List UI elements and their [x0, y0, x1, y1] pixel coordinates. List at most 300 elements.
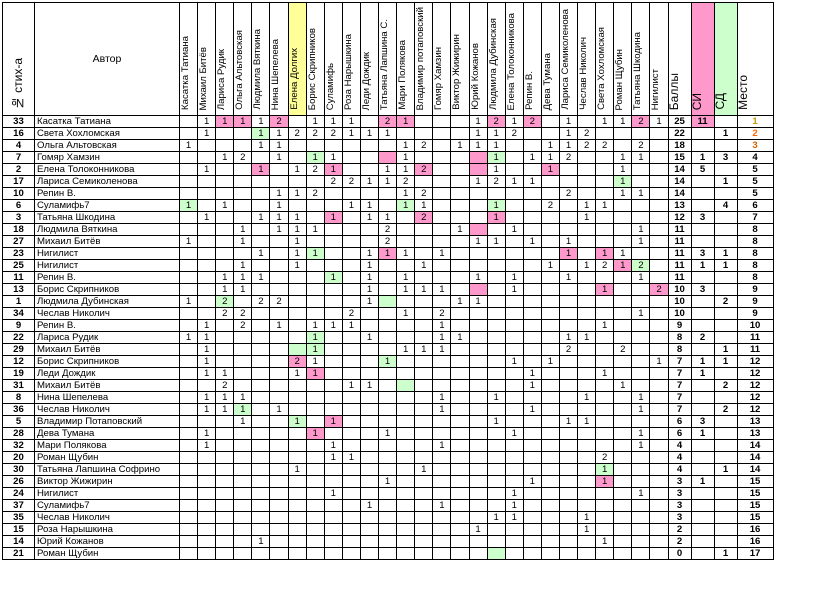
poem-number: 1	[3, 296, 35, 308]
vote-cell	[559, 428, 577, 440]
vote-cell: 1	[288, 368, 306, 380]
vote-cell: 1	[379, 128, 397, 140]
vote-cell	[288, 200, 306, 212]
vote-cell	[505, 404, 523, 416]
vote-cell	[487, 488, 505, 500]
vote-cell	[469, 488, 487, 500]
vote-cell: 1	[505, 224, 523, 236]
points-cell: 14	[668, 176, 691, 188]
vote-cell: 1	[306, 224, 324, 236]
vote-cell	[451, 272, 469, 284]
vote-cell	[234, 500, 252, 512]
vote-cell: 1	[216, 284, 234, 296]
vote-cell	[487, 404, 505, 416]
vote-cell: 1	[632, 272, 650, 284]
vote-cell: 1	[288, 188, 306, 200]
sd-cell	[714, 368, 737, 380]
vote-cell	[234, 512, 252, 524]
vote-cell	[469, 164, 487, 176]
place-cell: 11	[737, 332, 773, 344]
table-row	[3, 176, 774, 188]
vote-cell	[505, 248, 523, 260]
vote-cell	[650, 152, 668, 164]
vote-cell	[559, 500, 577, 512]
vote-cell: 1	[632, 152, 650, 164]
vote-cell	[379, 536, 397, 548]
si-cell	[691, 128, 714, 140]
points-cell: 8	[668, 344, 691, 356]
vote-cell	[180, 308, 198, 320]
vote-cell: 1	[216, 404, 234, 416]
sd-cell	[714, 488, 737, 500]
si-cell	[691, 464, 714, 476]
vote-cell	[198, 524, 216, 536]
vote-cell	[198, 284, 216, 296]
vote-cell: 1	[288, 248, 306, 260]
table-row	[3, 536, 774, 548]
vote-cell	[252, 320, 270, 332]
vote-cell	[650, 272, 668, 284]
header-voter	[324, 3, 342, 116]
vote-cell	[324, 200, 342, 212]
vote-cell	[415, 128, 433, 140]
author-name: Суламифь7	[35, 200, 180, 212]
si-cell: 1	[691, 260, 714, 272]
results-table	[2, 2, 774, 560]
vote-cell	[306, 476, 324, 488]
header-voter	[198, 3, 216, 116]
vote-cell: 1	[234, 260, 252, 272]
vote-cell	[451, 548, 469, 560]
vote-cell: 1	[198, 440, 216, 452]
poem-number: 37	[3, 500, 35, 512]
vote-cell	[596, 500, 614, 512]
vote-cell	[469, 380, 487, 392]
vote-cell	[360, 404, 378, 416]
header-voter	[415, 3, 433, 116]
vote-cell: 2	[306, 128, 324, 140]
vote-cell: 1	[433, 248, 451, 260]
vote-cell	[505, 476, 523, 488]
vote-cell	[614, 224, 632, 236]
vote-cell	[650, 548, 668, 560]
header-place	[737, 3, 773, 116]
vote-cell	[487, 320, 505, 332]
vote-cell: 2	[632, 140, 650, 152]
vote-cell	[252, 500, 270, 512]
points-cell: 22	[668, 128, 691, 140]
place-cell: 9	[737, 284, 773, 296]
vote-cell	[650, 296, 668, 308]
vote-cell	[596, 512, 614, 524]
header-voter-label: Света Хохломская	[596, 27, 608, 110]
vote-cell	[650, 524, 668, 536]
vote-cell: 1	[632, 392, 650, 404]
vote-cell	[270, 464, 288, 476]
vote-cell	[270, 476, 288, 488]
header-voter	[650, 3, 668, 116]
points-cell: 14	[668, 188, 691, 200]
vote-cell	[632, 296, 650, 308]
vote-cell	[505, 440, 523, 452]
vote-cell	[487, 500, 505, 512]
vote-cell	[324, 464, 342, 476]
vote-cell	[469, 152, 487, 164]
vote-cell	[487, 344, 505, 356]
place-cell: 14	[737, 440, 773, 452]
author-name: Юрий Кожанов	[35, 536, 180, 548]
header-voter	[234, 3, 252, 116]
vote-cell	[180, 176, 198, 188]
vote-cell: 1	[252, 116, 270, 128]
vote-cell	[541, 344, 559, 356]
vote-cell: 1	[578, 200, 596, 212]
vote-cell	[487, 332, 505, 344]
vote-cell	[288, 320, 306, 332]
vote-cell	[288, 440, 306, 452]
vote-cell	[397, 260, 415, 272]
vote-cell	[379, 416, 397, 428]
vote-cell: 2	[288, 128, 306, 140]
vote-cell: 1	[523, 380, 541, 392]
vote-cell	[252, 356, 270, 368]
header-voter-label: Касатка Татиана	[180, 36, 191, 110]
si-cell	[691, 236, 714, 248]
place-cell: 10	[737, 320, 773, 332]
vote-cell	[415, 248, 433, 260]
header-voter	[614, 3, 632, 116]
vote-cell	[216, 356, 234, 368]
vote-cell: 1	[397, 284, 415, 296]
vote-cell: 1	[397, 140, 415, 152]
vote-cell	[487, 224, 505, 236]
vote-cell: 1	[288, 236, 306, 248]
vote-cell: 1	[216, 152, 234, 164]
header-voter-label: Борис Скрипников	[306, 27, 318, 110]
vote-cell	[433, 380, 451, 392]
points-cell: 7	[668, 392, 691, 404]
vote-cell: 2	[559, 152, 577, 164]
poem-number: 22	[3, 332, 35, 344]
vote-cell	[324, 524, 342, 536]
vote-cell	[614, 476, 632, 488]
vote-cell	[234, 296, 252, 308]
vote-cell: 2	[596, 452, 614, 464]
vote-cell	[234, 344, 252, 356]
vote-cell	[397, 332, 415, 344]
points-cell: 0	[668, 548, 691, 560]
vote-cell: 1	[523, 404, 541, 416]
header-voter	[505, 3, 523, 116]
table-row	[3, 500, 774, 512]
vote-cell: 1	[288, 416, 306, 428]
vote-cell: 1	[324, 440, 342, 452]
vote-cell: 2	[397, 176, 415, 188]
vote-cell	[379, 152, 397, 164]
vote-cell	[306, 500, 324, 512]
vote-cell	[650, 536, 668, 548]
vote-cell	[360, 452, 378, 464]
table-row	[3, 404, 774, 416]
vote-cell: 1	[324, 116, 342, 128]
vote-cell	[252, 344, 270, 356]
vote-cell	[596, 344, 614, 356]
vote-cell	[523, 128, 541, 140]
vote-cell: 1	[342, 320, 360, 332]
vote-cell	[487, 452, 505, 464]
sd-cell	[714, 116, 737, 128]
vote-cell	[415, 452, 433, 464]
vote-cell: 1	[632, 428, 650, 440]
vote-cell	[469, 512, 487, 524]
poem-number: 27	[3, 236, 35, 248]
vote-cell	[234, 176, 252, 188]
vote-cell	[198, 416, 216, 428]
vote-cell	[469, 356, 487, 368]
vote-cell: 1	[523, 368, 541, 380]
vote-cell	[306, 284, 324, 296]
sd-cell: 2	[714, 296, 737, 308]
place-cell: 13	[737, 416, 773, 428]
vote-cell	[578, 188, 596, 200]
vote-cell	[198, 272, 216, 284]
vote-cell	[324, 296, 342, 308]
vote-cell	[559, 260, 577, 272]
vote-cell	[324, 260, 342, 272]
sd-cell	[714, 476, 737, 488]
vote-cell	[614, 536, 632, 548]
vote-cell: 2	[541, 200, 559, 212]
vote-cell	[433, 548, 451, 560]
vote-cell	[541, 536, 559, 548]
vote-cell	[469, 428, 487, 440]
table-row	[3, 428, 774, 440]
author-name: Людмила Вяткина	[35, 224, 180, 236]
vote-cell	[523, 200, 541, 212]
vote-cell	[650, 404, 668, 416]
vote-cell: 2	[342, 308, 360, 320]
vote-cell	[487, 380, 505, 392]
vote-cell: 1	[614, 188, 632, 200]
vote-cell	[234, 164, 252, 176]
vote-cell	[469, 284, 487, 296]
vote-cell	[559, 200, 577, 212]
vote-cell: 2	[270, 116, 288, 128]
vote-cell	[379, 464, 397, 476]
vote-cell	[614, 524, 632, 536]
vote-cell	[270, 356, 288, 368]
header-voter-label: Елена Толоконникова	[505, 12, 517, 110]
author-name: Ольга Альтовская	[35, 140, 180, 152]
table-row	[3, 524, 774, 536]
vote-cell	[523, 464, 541, 476]
vote-cell: 1	[596, 200, 614, 212]
vote-cell	[596, 380, 614, 392]
vote-cell	[216, 428, 234, 440]
vote-cell: 1	[397, 200, 415, 212]
vote-cell: 1	[614, 248, 632, 260]
vote-cell: 2	[216, 380, 234, 392]
sd-cell	[714, 416, 737, 428]
vote-cell	[252, 512, 270, 524]
vote-cell	[487, 464, 505, 476]
sd-cell	[714, 284, 737, 296]
vote-cell: 1	[650, 356, 668, 368]
header-voter-label: Суламифь	[324, 62, 336, 110]
vote-cell: 1	[523, 176, 541, 188]
vote-cell	[198, 200, 216, 212]
vote-cell	[216, 476, 234, 488]
vote-cell	[614, 548, 632, 560]
vote-cell	[252, 452, 270, 464]
points-cell: 3	[668, 476, 691, 488]
vote-cell	[324, 236, 342, 248]
vote-cell	[469, 320, 487, 332]
vote-cell	[270, 488, 288, 500]
vote-cell	[451, 476, 469, 488]
header-num	[3, 3, 35, 116]
vote-cell	[541, 404, 559, 416]
author-name: Суламифь7	[35, 500, 180, 512]
vote-cell: 2	[650, 284, 668, 296]
vote-cell	[180, 188, 198, 200]
vote-cell	[559, 380, 577, 392]
vote-cell: 1	[379, 356, 397, 368]
author-name: Михаил Битёв	[35, 236, 180, 248]
vote-cell	[342, 368, 360, 380]
author-name: Касатка Татиана	[35, 116, 180, 128]
vote-cell	[397, 416, 415, 428]
vote-cell: 2	[596, 260, 614, 272]
vote-cell: 1	[650, 116, 668, 128]
vote-cell	[180, 320, 198, 332]
vote-cell	[216, 236, 234, 248]
vote-cell	[559, 536, 577, 548]
vote-cell	[487, 476, 505, 488]
vote-cell	[324, 344, 342, 356]
vote-cell	[650, 128, 668, 140]
vote-cell	[505, 416, 523, 428]
vote-cell: 1	[288, 260, 306, 272]
vote-cell: 1	[180, 140, 198, 152]
vote-cell	[505, 164, 523, 176]
author-name: Роман Щубин	[35, 548, 180, 560]
vote-cell	[541, 248, 559, 260]
vote-cell	[288, 404, 306, 416]
points-cell: 13	[668, 200, 691, 212]
vote-cell	[596, 440, 614, 452]
vote-cell	[415, 272, 433, 284]
vote-cell: 1	[198, 356, 216, 368]
sd-cell	[714, 320, 737, 332]
vote-cell: 1	[324, 416, 342, 428]
vote-cell	[596, 272, 614, 284]
vote-cell: 1	[306, 116, 324, 128]
sd-cell: 1	[714, 176, 737, 188]
vote-cell	[270, 368, 288, 380]
vote-cell	[469, 500, 487, 512]
vote-cell	[379, 284, 397, 296]
vote-cell	[198, 476, 216, 488]
vote-cell	[324, 380, 342, 392]
vote-cell	[324, 356, 342, 368]
vote-cell	[523, 296, 541, 308]
vote-cell	[451, 260, 469, 272]
vote-cell: 2	[379, 116, 397, 128]
header-voter	[252, 3, 270, 116]
vote-cell	[198, 452, 216, 464]
vote-cell	[559, 548, 577, 560]
place-cell: 8	[737, 224, 773, 236]
vote-cell: 1	[596, 248, 614, 260]
vote-cell	[342, 536, 360, 548]
vote-cell	[379, 548, 397, 560]
vote-cell	[614, 236, 632, 248]
points-cell: 3	[668, 500, 691, 512]
vote-cell	[342, 248, 360, 260]
points-cell: 15	[668, 152, 691, 164]
vote-cell	[342, 404, 360, 416]
vote-cell: 1	[632, 404, 650, 416]
vote-cell	[451, 464, 469, 476]
vote-cell	[541, 392, 559, 404]
vote-cell	[559, 296, 577, 308]
sd-cell	[714, 332, 737, 344]
vote-cell	[415, 176, 433, 188]
header-row	[3, 3, 774, 116]
author-name: Роза Нарышкина	[35, 524, 180, 536]
header-author: Автор	[35, 3, 180, 116]
sd-cell	[714, 512, 737, 524]
vote-cell	[288, 476, 306, 488]
vote-cell	[234, 368, 252, 380]
vote-cell: 1	[234, 404, 252, 416]
place-cell: 8	[737, 248, 773, 260]
vote-cell: 2	[614, 344, 632, 356]
vote-cell: 2	[288, 356, 306, 368]
vote-cell	[451, 440, 469, 452]
vote-cell	[596, 224, 614, 236]
vote-cell	[180, 116, 198, 128]
vote-cell	[469, 464, 487, 476]
table-row	[3, 380, 774, 392]
vote-cell	[523, 548, 541, 560]
vote-cell: 2	[433, 308, 451, 320]
vote-cell: 1	[360, 284, 378, 296]
vote-cell	[306, 308, 324, 320]
vote-cell: 1	[632, 224, 650, 236]
vote-cell: 1	[306, 152, 324, 164]
table-row	[3, 368, 774, 380]
sd-cell	[714, 236, 737, 248]
table-row	[3, 416, 774, 428]
vote-cell	[216, 212, 234, 224]
vote-cell	[487, 296, 505, 308]
vote-cell: 1	[632, 308, 650, 320]
vote-cell	[180, 416, 198, 428]
vote-cell	[614, 308, 632, 320]
points-cell: 6	[668, 416, 691, 428]
vote-cell	[379, 500, 397, 512]
header-voter-label: Леди Дождик	[360, 51, 372, 110]
vote-cell	[596, 356, 614, 368]
poem-number: 24	[3, 488, 35, 500]
vote-cell	[451, 176, 469, 188]
vote-cell	[469, 332, 487, 344]
vote-cell	[650, 308, 668, 320]
header-voter	[559, 3, 577, 116]
vote-cell	[650, 392, 668, 404]
